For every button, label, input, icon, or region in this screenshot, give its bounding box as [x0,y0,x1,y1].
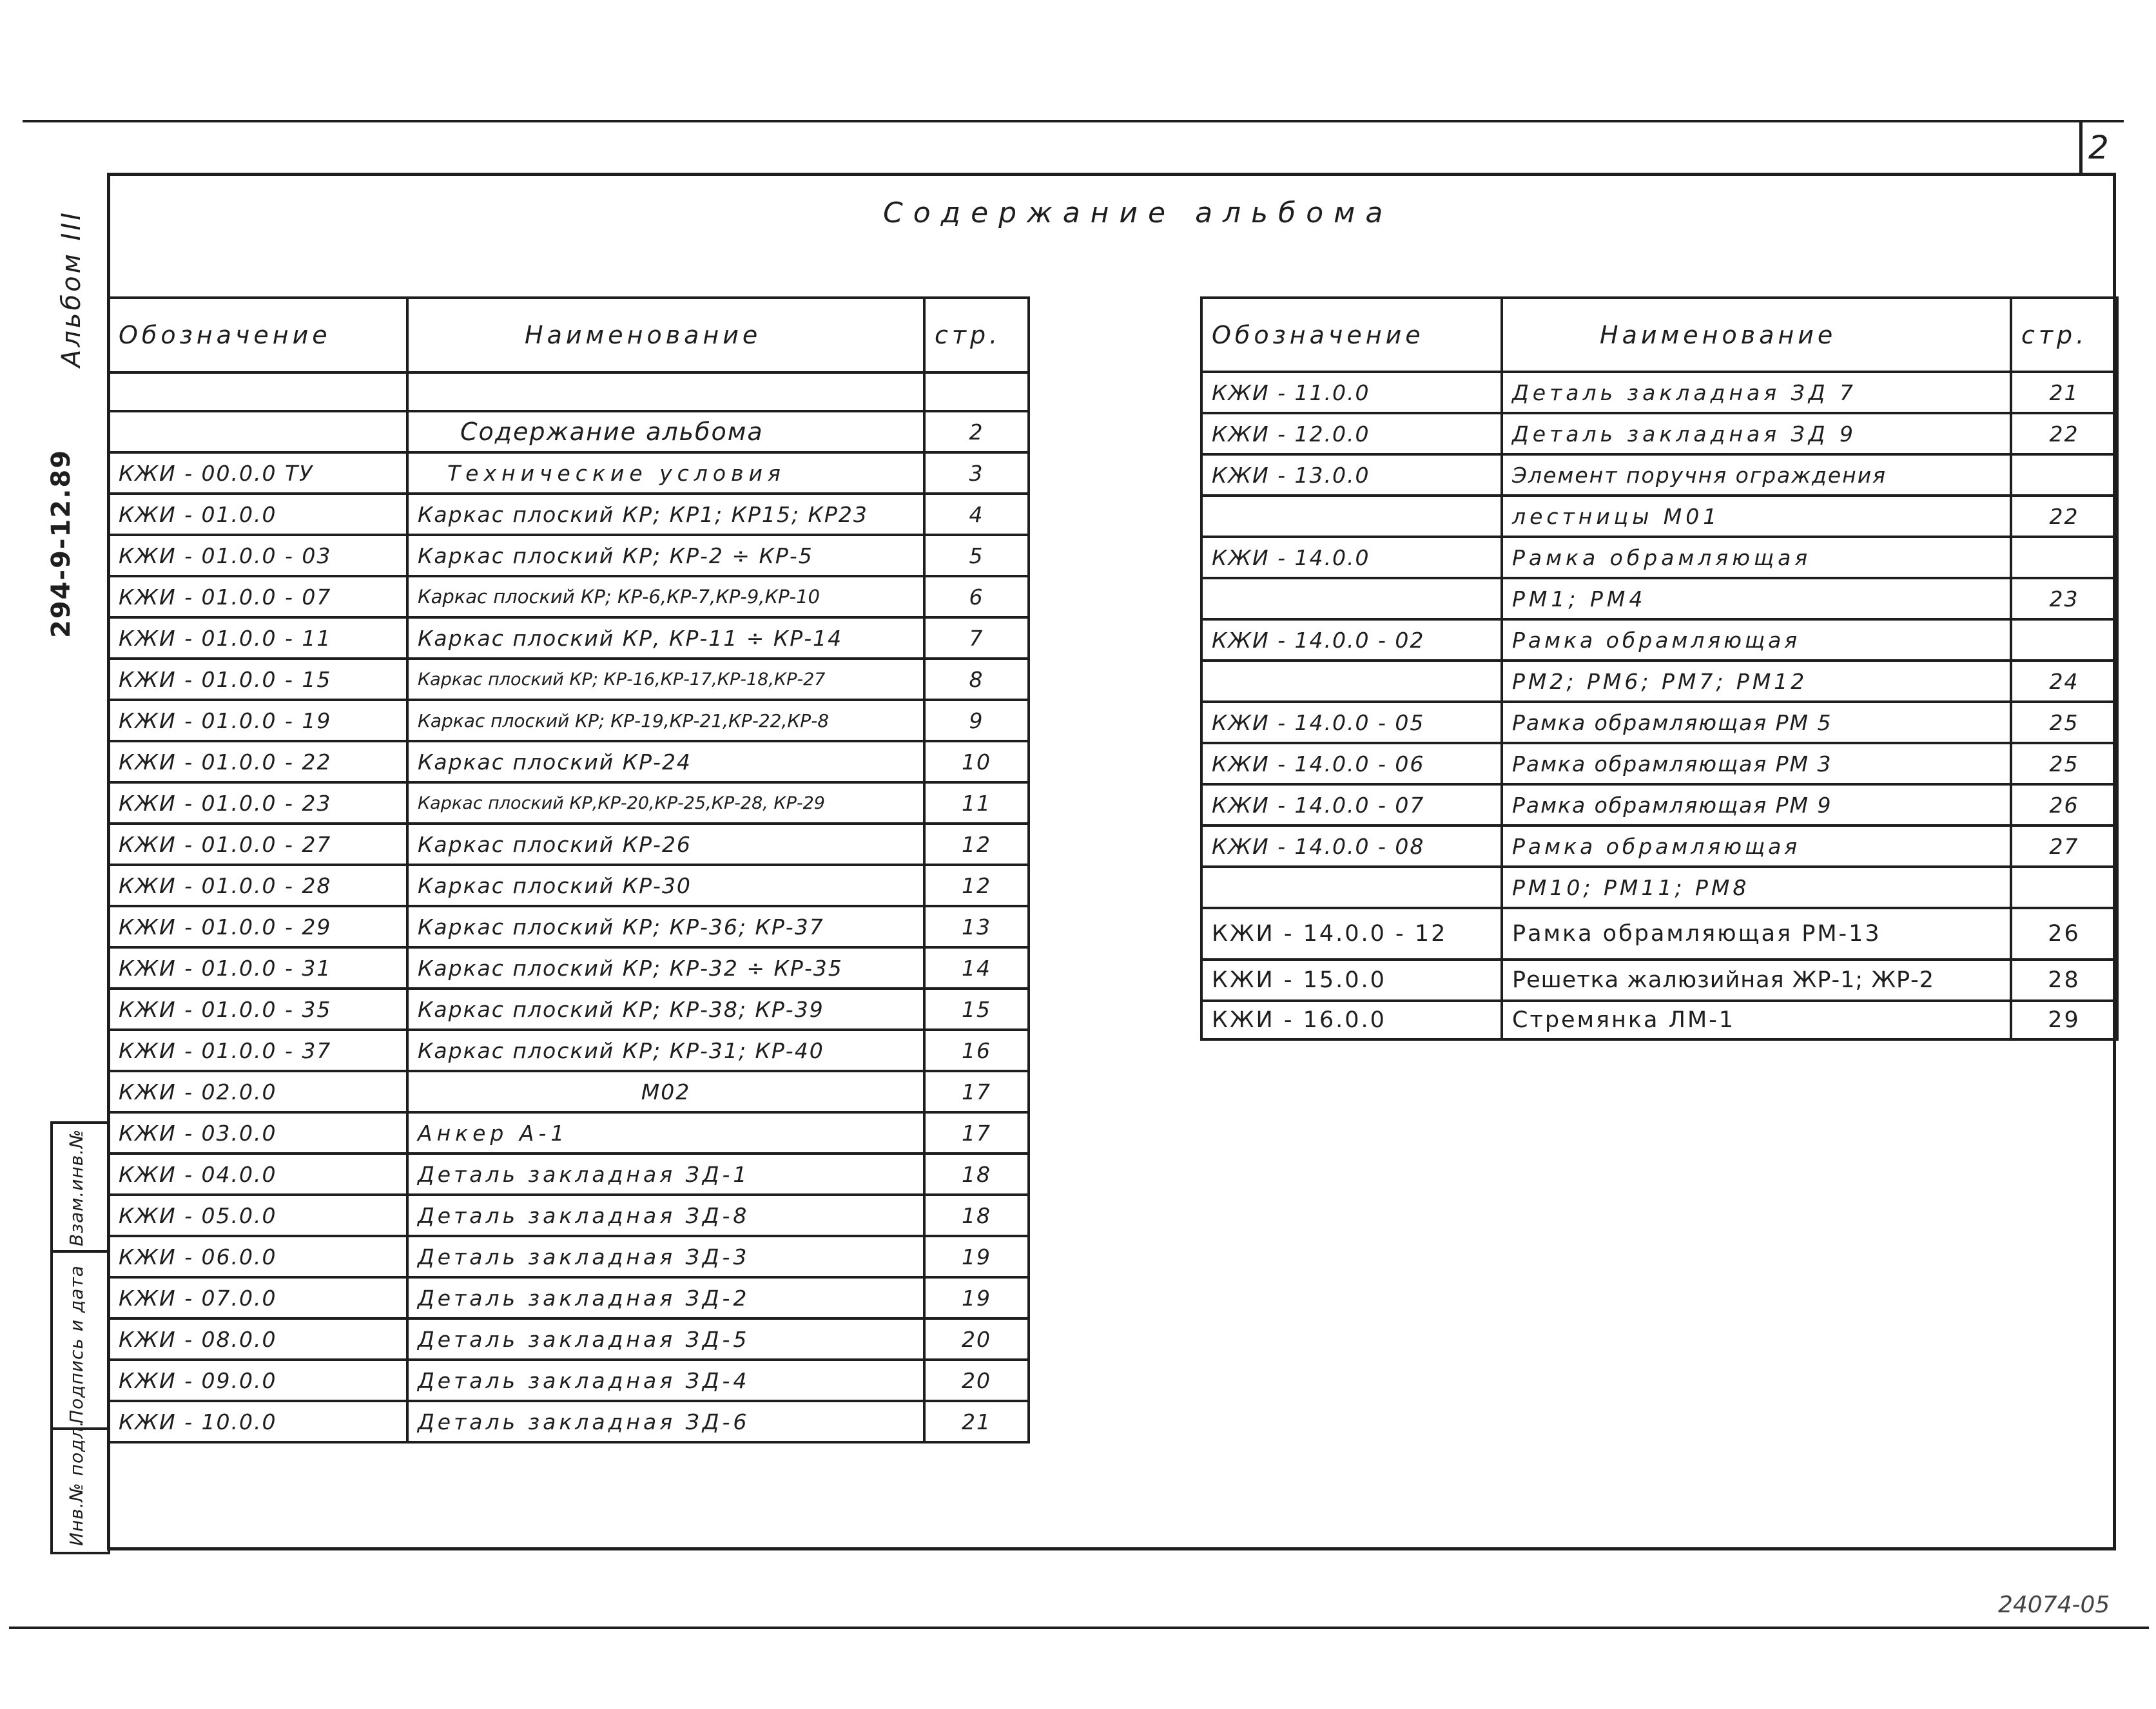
row-name: Технические условия [407,452,924,494]
row-code [1201,867,1502,908]
row-name: лестницы М01 [1502,496,2011,537]
row-code [108,372,407,411]
table-header-row [1201,298,2117,372]
row-name: Деталь закладная ЗД-3 [407,1236,924,1277]
row-page: 21 [2011,372,2117,413]
row-code: КЖИ - 01.0.0 - 28 [108,865,407,906]
table-row [108,617,1029,659]
table-row [1201,743,2117,784]
row-page: 26 [2011,784,2117,826]
row-code: КЖИ - 01.0.0 - 23 [108,782,407,824]
row-code: КЖИ - 01.0.0 - 19 [108,700,407,741]
row-page: 16 [924,1030,1029,1071]
row-page: 14 [924,947,1029,989]
row-code: КЖИ - 14.0.0 - 08 [1201,826,1502,867]
row-name: Каркас плоский КР; КР-38; КР-39 [407,989,924,1030]
row-code: КЖИ - 07.0.0 [108,1277,407,1318]
row-name: РМ1; РМ4 [1502,578,2011,619]
row-code: КЖИ - 01.0.0 - 11 [108,617,407,659]
row-page: 20 [924,1360,1029,1401]
row-code: КЖИ - 04.0.0 [108,1154,407,1195]
stamp-label: Взам.инв.№ [66,1128,87,1246]
row-code: КЖИ - 12.0.0 [1201,413,1502,454]
row-name: Деталь закладная ЗД-2 [407,1277,924,1318]
table-row [108,1195,1029,1236]
row-code: КЖИ - 11.0.0 [1201,372,1502,413]
row-name: М02 [407,1071,924,1112]
row-code: КЖИ - 01.0.0 - 03 [108,535,407,576]
row-code: КЖИ - 01.0.0 - 35 [108,989,407,1030]
table-row [108,576,1029,617]
row-page: 17 [924,1112,1029,1154]
table-row [108,1277,1029,1318]
row-code: КЖИ - 01.0.0 [108,494,407,535]
row-name: Каркас плоский КР; КР-6,КР-7,КР-9,КР-10 [407,576,924,617]
row-name: Каркас плоский КР-24 [407,741,924,782]
row-page: 9 [924,700,1029,741]
row-page: 29 [2011,1001,2117,1039]
row-code [1201,496,1502,537]
header-page: стр. [924,298,1029,372]
table-header-row [108,298,1029,372]
row-page [2011,454,2117,496]
row-name: Каркас плоский КР, КР-11 ÷ КР-14 [407,617,924,659]
table-row [108,1401,1029,1442]
stamp-label: Подпись и дата [66,1265,87,1424]
table-row [108,535,1029,576]
row-name: Деталь закладная ЗД-5 [407,1318,924,1360]
stamp-label: Инв.№ подл. [66,1420,87,1546]
row-name: Деталь закладная ЗД-4 [407,1360,924,1401]
table-row [108,782,1029,824]
header-designation: Обозначение [1201,298,1502,372]
row-code: КЖИ - 01.0.0 - 27 [108,824,407,865]
table-row [108,1154,1029,1195]
table-row [108,1112,1029,1154]
row-name: Рамка обрамляющая [1502,619,2011,661]
row-page: 23 [2011,578,2117,619]
table-row [108,824,1029,865]
row-page: 22 [2011,413,2117,454]
row-page: 12 [924,824,1029,865]
table-row [1201,1001,2117,1039]
row-page [924,372,1029,411]
row-page: 18 [924,1154,1029,1195]
row-code: КЖИ - 14.0.0 - 07 [1201,784,1502,826]
row-name: Рамка обрамляющая [1502,537,2011,578]
row-name: Анкер А-1 [407,1112,924,1154]
row-name [407,372,924,411]
table-row [108,1071,1029,1112]
table-row [108,947,1029,989]
row-name: Каркас плоский КР; КР-19,КР-21,КР-22,КР-8 [407,700,924,741]
row-name: Каркас плоский КР,КР-20,КР-25,КР-28, КР-29 [407,782,924,824]
row-name: Содержание альбома [407,411,924,452]
table-row [1201,960,2117,1001]
row-page: 19 [924,1236,1029,1277]
row-page [2011,537,2117,578]
row-page: 2 [924,411,1029,452]
table-row [108,865,1029,906]
row-page: 10 [924,741,1029,782]
table-row [108,1318,1029,1360]
row-name: Элемент поручня ограждения [1502,454,2011,496]
row-page: 12 [924,865,1029,906]
table-row [1201,454,2117,496]
stamp-cell-replaced [53,1124,108,1253]
archive-number: 24074-05 [1998,1592,2110,1618]
row-page [2011,867,2117,908]
table-row [1201,496,2117,537]
table-row [108,1030,1029,1071]
row-code: КЖИ - 16.0.0 [1201,1001,1502,1039]
top-border-line [23,120,2124,122]
row-name: Рамка обрамляющая РМ 9 [1502,784,2011,826]
stamp-cell-inventory [53,1420,108,1552]
row-code: КЖИ - 01.0.0 - 15 [108,659,407,700]
row-code: КЖИ - 00.0.0 ТУ [108,452,407,494]
row-name: Стремянка ЛМ-1 [1502,1001,2011,1039]
stamp-cell-signature [53,1253,108,1430]
row-name: Каркас плоский КР; КР1; КР15; КР23 [407,494,924,535]
bottom-border-line [9,1627,2149,1629]
table-row [108,1360,1029,1401]
row-page [2011,619,2117,661]
row-code: КЖИ - 02.0.0 [108,1071,407,1112]
table-row [108,1236,1029,1277]
row-page: 4 [924,494,1029,535]
header-name: Наименование [407,298,924,372]
table-row [108,906,1029,947]
table-row [1201,784,2117,826]
row-name: Каркас плоский КР; КР-32 ÷ КР-35 [407,947,924,989]
row-code: КЖИ - 03.0.0 [108,1112,407,1154]
table-row [1201,661,2117,702]
row-page: 24 [2011,661,2117,702]
page-number: 2 [2088,129,2110,166]
table-row [1201,908,2117,960]
row-code: КЖИ - 01.0.0 - 29 [108,906,407,947]
row-code: КЖИ - 05.0.0 [108,1195,407,1236]
header-designation: Обозначение [108,298,407,372]
row-name: Рамка обрамляющая РМ 3 [1502,743,2011,784]
row-code: КЖИ - 15.0.0 [1201,960,1502,1001]
document-code: 294-9-12.89 [46,449,76,638]
row-name: Каркас плоский КР; КР-2 ÷ КР-5 [407,535,924,576]
row-name: Каркас плоский КР; КР-31; КР-40 [407,1030,924,1071]
row-code [1201,578,1502,619]
header-name: Наименование [1502,298,2011,372]
header-page: стр. [2011,298,2117,372]
approval-stamp [50,1121,110,1554]
row-page: 11 [924,782,1029,824]
table-row [108,741,1029,782]
row-page: 15 [924,989,1029,1030]
row-code: КЖИ - 14.0.0 - 06 [1201,743,1502,784]
contents-table-left [107,296,1030,1443]
table-row [108,989,1029,1030]
row-name: Каркас плоский КР-26 [407,824,924,865]
page-title: Содержание альбома [883,197,1394,229]
row-page: 8 [924,659,1029,700]
table-row [1201,372,2117,413]
row-page: 7 [924,617,1029,659]
row-name: Рамка обрамляющая РМ-13 [1502,908,2011,960]
table-row [1201,413,2117,454]
table-row [1201,826,2117,867]
row-code: КЖИ - 01.0.0 - 37 [108,1030,407,1071]
row-code [108,411,407,452]
row-page: 3 [924,452,1029,494]
table-row [108,494,1029,535]
table-row [108,452,1029,494]
row-page: 25 [2011,702,2117,743]
row-page: 19 [924,1277,1029,1318]
row-name: Рамка обрамляющая РМ 5 [1502,702,2011,743]
row-page: 21 [924,1401,1029,1442]
row-code: КЖИ - 13.0.0 [1201,454,1502,496]
row-name: РМ10; РМ11; РМ8 [1502,867,2011,908]
row-code: КЖИ - 08.0.0 [108,1318,407,1360]
table-row [1201,537,2117,578]
row-code: КЖИ - 01.0.0 - 22 [108,741,407,782]
row-name: Деталь закладная ЗД-8 [407,1195,924,1236]
table-row [1201,702,2117,743]
row-page: 25 [2011,743,2117,784]
row-code: КЖИ - 01.0.0 - 07 [108,576,407,617]
table-row [1201,867,2117,908]
row-name: Рамка обрамляющая [1502,826,2011,867]
table-row [108,659,1029,700]
row-page: 26 [2011,908,2117,960]
row-page: 18 [924,1195,1029,1236]
row-page: 6 [924,576,1029,617]
album-label: Альбом III [57,210,86,367]
row-name: Каркас плоский КР-30 [407,865,924,906]
row-name: Деталь закладная ЗД-6 [407,1401,924,1442]
row-page: 22 [2011,496,2117,537]
contents-table-right [1200,296,2119,1041]
row-page: 13 [924,906,1029,947]
table-row [1201,619,2117,661]
row-code: КЖИ - 14.0.0 - 02 [1201,619,1502,661]
row-code: КЖИ - 01.0.0 - 31 [108,947,407,989]
row-page: 5 [924,535,1029,576]
table-row [108,700,1029,741]
row-page: 27 [2011,826,2117,867]
row-code: КЖИ - 14.0.0 [1201,537,1502,578]
row-code: КЖИ - 09.0.0 [108,1360,407,1401]
row-name: Каркас плоский КР; КР-36; КР-37 [407,906,924,947]
row-page: 20 [924,1318,1029,1360]
row-code: КЖИ - 14.0.0 - 05 [1201,702,1502,743]
row-code: КЖИ - 06.0.0 [108,1236,407,1277]
row-code [1201,661,1502,702]
row-page: 28 [2011,960,2117,1001]
row-name: Решетка жалюзийная ЖР-1; ЖР-2 [1502,960,2011,1001]
table-row [1201,578,2117,619]
row-name: РМ2; РМ6; РМ7; РМ12 [1502,661,2011,702]
row-name: Деталь закладная ЗД 7 [1502,372,2011,413]
row-name: Деталь закладная ЗД-1 [407,1154,924,1195]
row-code: КЖИ - 14.0.0 - 12 [1201,908,1502,960]
row-name: Каркас плоский КР; КР-16,КР-17,КР-18,КР-27 [407,659,924,700]
row-page: 17 [924,1071,1029,1112]
table-row [108,411,1029,452]
row-name: Деталь закладная ЗД 9 [1502,413,2011,454]
row-code: КЖИ - 10.0.0 [108,1401,407,1442]
table-row [108,372,1029,411]
